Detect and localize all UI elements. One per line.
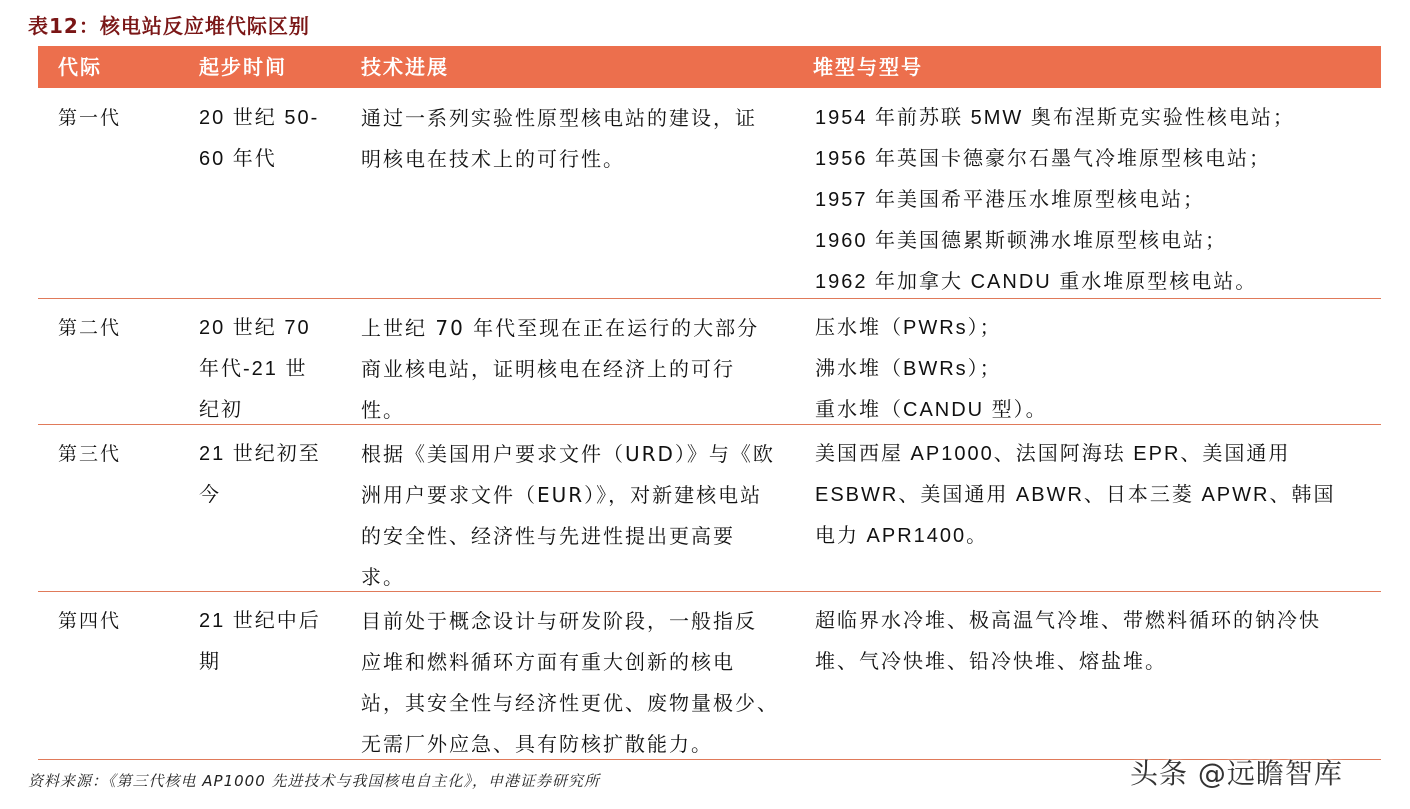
start-time-line: 20 世纪 70: [199, 317, 311, 339]
reactor-model-line: 堆、气冷快堆、铅冷快堆、熔盐堆。: [815, 651, 1167, 673]
reactor-model-line: 1956 年英国卡德豪尔石墨气冷堆原型核电站；: [815, 148, 1272, 170]
generation-cell: 第四代: [58, 610, 122, 632]
reactor-model-line: ESBWR、美国通用 ABWR、日本三菱 APWR、韩国: [815, 484, 1336, 506]
reactor-model-line: 沸水堆（BWRs）；: [815, 358, 1002, 380]
header-reactor-models: 堆型与型号: [813, 55, 923, 79]
generation-cell: 第三代: [58, 443, 122, 465]
watermark-text: 头条 @远瞻智库: [1130, 757, 1343, 790]
start-time-line: 20 世纪 50-: [199, 107, 320, 129]
start-time-line: 期: [199, 651, 221, 673]
table-row: [38, 88, 1381, 299]
tech-progress-line: 性。: [361, 398, 405, 422]
reactor-model-line: 超临界水冷堆、极高温气冷堆、带燃料循环的钠冷快: [815, 610, 1321, 632]
start-time-cell: [199, 98, 339, 180]
start-time-cell: [199, 434, 339, 516]
header-start-time: 起步时间: [199, 55, 287, 79]
tech-progress-line: 目前处于概念设计与研发阶段，一般指反: [361, 609, 757, 633]
tech-progress-line: 明核电在技术上的可行性。: [361, 147, 625, 171]
table-header: [38, 46, 1381, 88]
tech-progress-line: 站，其安全性与经济性更优、废物量极少、: [361, 691, 779, 715]
start-time-line: 纪初: [199, 399, 243, 421]
reactor-model-line: 1962 年加拿大 CANDU 重水堆原型核电站。: [815, 271, 1258, 293]
tech-progress-cell: [361, 601, 801, 765]
tech-progress-line: 的安全性、经济性与先进性提出更高要: [361, 524, 735, 548]
generation-cell: 第一代: [58, 107, 122, 129]
start-time-line: 21 世纪初至: [199, 443, 321, 465]
reactor-models-cell: [815, 601, 1375, 683]
reactor-models-cell: [815, 434, 1375, 557]
table-row: [38, 424, 1381, 592]
table-row: [38, 298, 1381, 425]
reactor-model-line: 美国西屋 AP1000、法国阿海珐 EPR、美国通用: [815, 443, 1291, 465]
reactor-model-line: 1960 年美国德累斯顿沸水堆原型核电站；: [815, 230, 1228, 252]
tech-progress-line: 商业核电站，证明核电在经济上的可行: [361, 357, 735, 381]
tech-progress-cell: [361, 308, 801, 431]
header-generation: 代际: [58, 55, 102, 79]
start-time-line: 年代-21 世: [199, 358, 308, 380]
reactor-model-line: 重水堆（CANDU 型）。: [815, 399, 1048, 421]
start-time-line: 60 年代: [199, 148, 277, 170]
reactor-models-cell: [815, 308, 1375, 431]
generation-cell: 第二代: [58, 317, 122, 339]
reactor-models-cell: [815, 98, 1375, 303]
tech-progress-line: 上世纪 70 年代至现在正在运行的大部分: [361, 316, 760, 340]
reactor-model-line: 1954 年前苏联 5MW 奥布涅斯克实验性核电站；: [815, 107, 1295, 129]
tech-progress-cell: [361, 434, 801, 598]
reactor-model-line: 压水堆（PWRs）；: [815, 317, 1002, 339]
tech-progress-line: 根据《美国用户要求文件（URD）》与《欧: [361, 442, 775, 466]
tech-progress-line: 通过一系列实验性原型核电站的建设，证: [361, 106, 757, 130]
reactor-model-line: 电力 APR1400。: [815, 525, 989, 547]
source-note: 资料来源：《第三代核电 AP1000 先进技术与我国核电自主化》，申港证券研究所: [28, 772, 601, 790]
start-time-cell: [199, 308, 339, 431]
table-row: [38, 591, 1381, 760]
tech-progress-line: 求。: [361, 565, 405, 589]
tech-progress-line: 洲用户要求文件（EUR）》，对新建核电站: [361, 483, 763, 507]
tech-progress-line: 无需厂外应急、具有防核扩散能力。: [361, 732, 713, 756]
header-tech-progress: 技术进展: [361, 55, 449, 79]
start-time-line: 今: [199, 484, 221, 506]
tech-progress-line: 应堆和燃料循环方面有重大创新的核电: [361, 650, 735, 674]
tech-progress-cell: [361, 98, 801, 180]
start-time-cell: [199, 601, 339, 683]
start-time-line: 21 世纪中后: [199, 610, 321, 632]
reactor-model-line: 1957 年美国希平港压水堆原型核电站；: [815, 189, 1206, 211]
table-title: 表12：核电站反应堆代际区别: [28, 14, 310, 38]
